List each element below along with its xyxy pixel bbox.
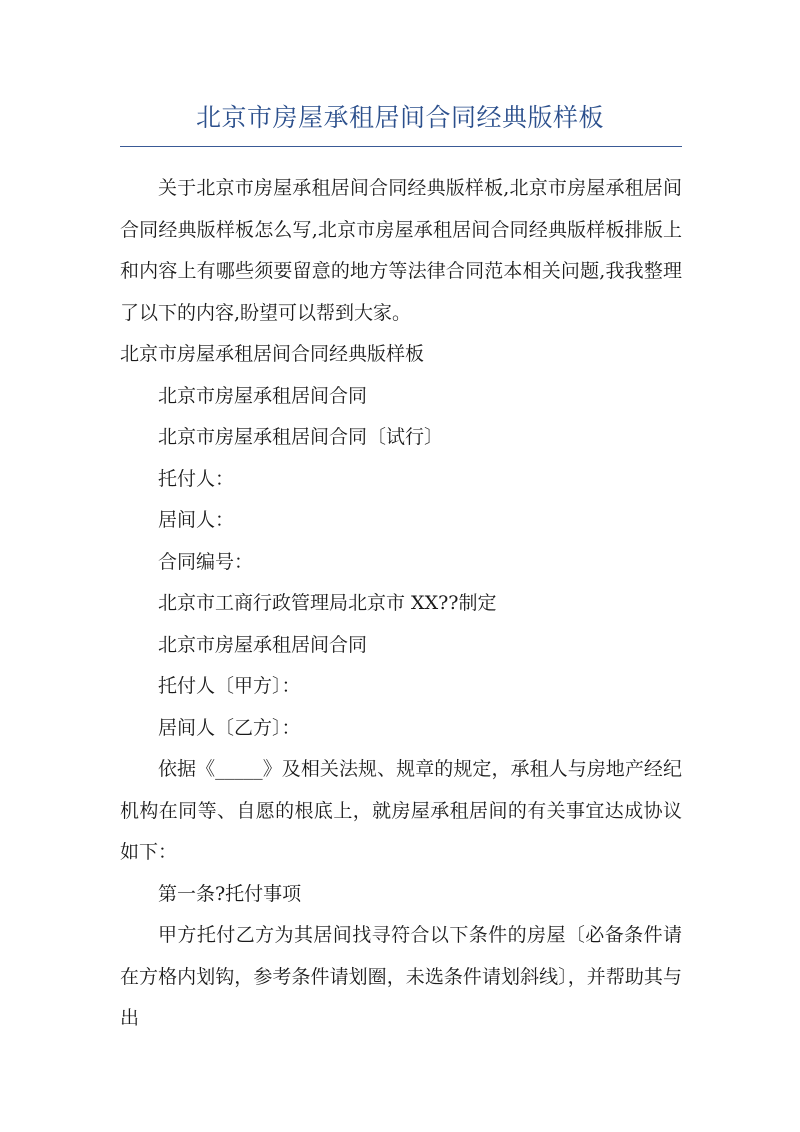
party-b-field: 居间人〔乙方〕：	[158, 716, 301, 739]
issuer-line: 北京市工商行政管理局北京市 XX??制定	[158, 592, 497, 614]
article-one-heading: 第一条?托付事项	[158, 882, 302, 905]
contract-number-field: 合同编号：	[158, 550, 254, 573]
principal-field: 托付人：	[158, 467, 235, 490]
basis-paragraph: 依据《_____》及相关法规、规章的规定，承租人与房地产经纪机构在同等、自愿的根底上，就房屋承租居间的有关事宜达成协议如下：	[120, 758, 682, 863]
document-title: 北京市房屋承租居间合同经典版样板	[195, 103, 604, 132]
title-underline	[120, 146, 682, 147]
article-one-body: 甲方托付乙方为其居间找寻符合以下条件的房屋〔必备条件请在方格内划钩，参考条件请划圈，未选条件请划斜线〕，并帮助其与出	[120, 924, 682, 1029]
intro-paragraph: 关于北京市房屋承租居间合同经典版样板,北京市房屋承租居间合同经典版样板怎么写,北京市房屋承租居间合同经典版样板排版上和内容上有哪些须要留意的地方等法律合同范本相关问题,我我整理了以下的内容,盼望可以帮到大家。	[120, 177, 682, 324]
intermediary-field: 居间人：	[158, 509, 235, 531]
contract-name-repeat: 北京市房屋承租居间合同	[158, 633, 368, 656]
section-heading: 北京市房屋承租居间合同经典版样板	[120, 343, 425, 365]
party-a-field: 托付人〔甲方〕：	[158, 675, 301, 697]
document-body	[120, 168, 682, 1040]
contract-name: 北京市房屋承租居间合同	[158, 384, 368, 407]
contract-name-trial: 北京市房屋承租居间合同〔试行〕	[158, 426, 444, 448]
